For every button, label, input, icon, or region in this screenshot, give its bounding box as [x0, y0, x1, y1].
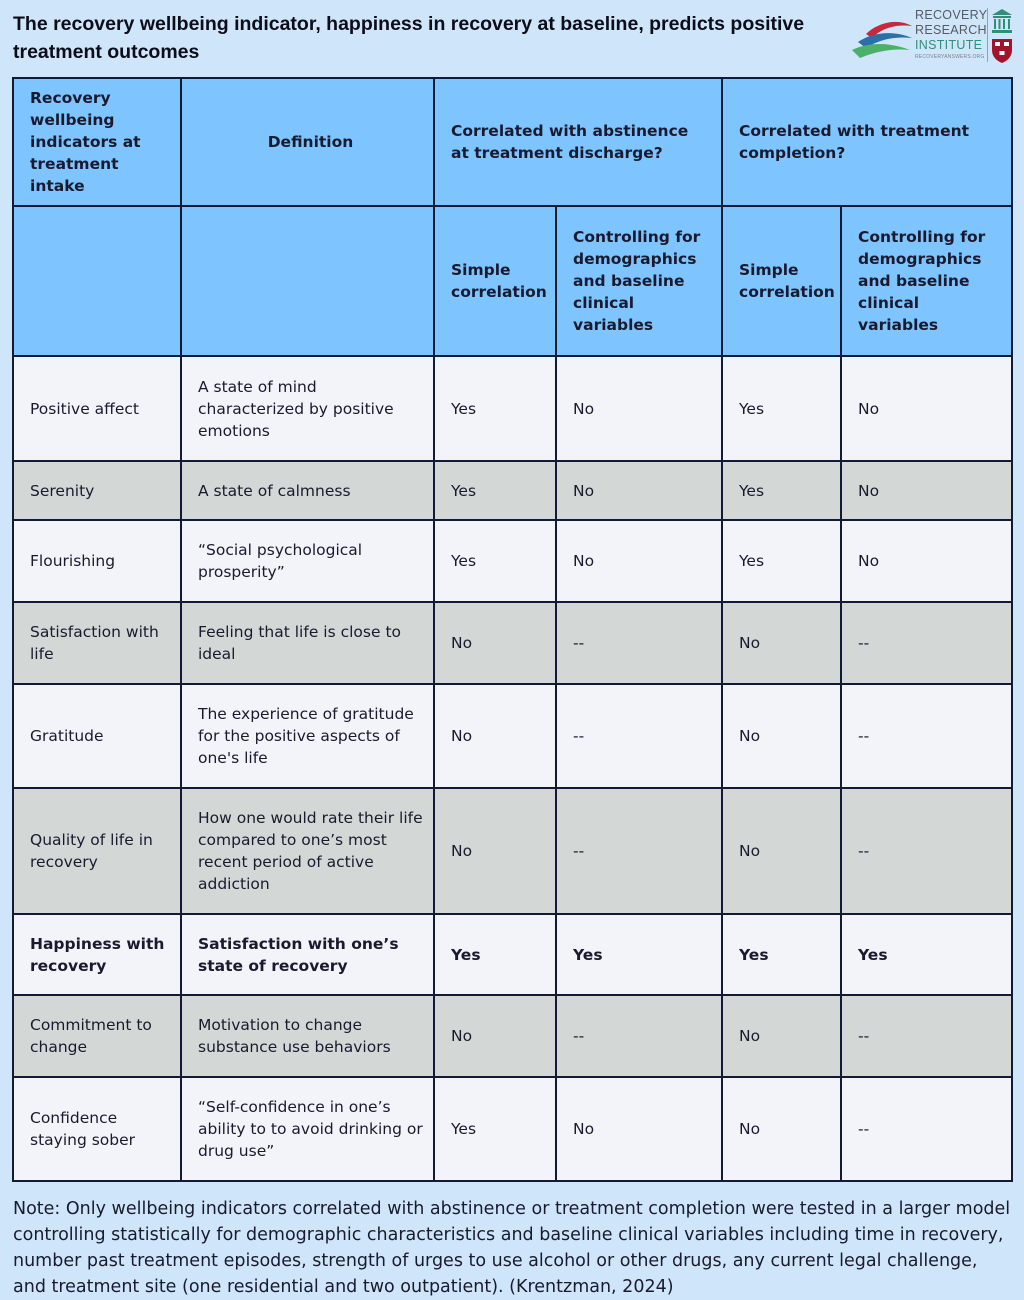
header-row-top — [13, 78, 1012, 206]
cell-indicator: Commitment to change — [13, 995, 181, 1077]
cell-definition: “Social psychological prosperity” — [181, 520, 434, 602]
cell-indicator: Gratitude — [13, 684, 181, 788]
cell-abst-ctrl: No — [556, 461, 722, 520]
table-row — [13, 995, 1012, 1077]
cell-comp-simple: No — [722, 1077, 841, 1181]
cell-comp-ctrl: -- — [841, 1077, 1012, 1181]
cell-indicator: Quality of life in recovery — [13, 788, 181, 914]
cell-indicator: Flourishing — [13, 520, 181, 602]
header-indicator: Recovery wellbeing indicators at treatment intake — [13, 78, 181, 206]
cell-abst-simple: Yes — [434, 914, 556, 995]
header-comp-simple: Simple correlation — [722, 206, 841, 356]
cell-comp-simple: No — [722, 788, 841, 914]
cell-comp-ctrl: No — [841, 461, 1012, 520]
table-row — [13, 461, 1012, 520]
wellbeing-indicators-table — [12, 77, 1013, 1182]
cell-abst-ctrl: No — [556, 356, 722, 461]
header-row-sub — [13, 206, 1012, 356]
wings-logo-icon — [850, 16, 914, 58]
recovery-research-institute-logo — [850, 6, 1016, 66]
cell-abst-simple: Yes — [434, 520, 556, 602]
cell-definition: A state of calmness — [181, 461, 434, 520]
cell-comp-ctrl: -- — [841, 788, 1012, 914]
logo-text — [915, 8, 987, 61]
logo-line-institute: INSTITUTE — [915, 38, 983, 52]
header-sub-empty-1 — [13, 206, 181, 356]
cell-abst-ctrl: -- — [556, 788, 722, 914]
cell-definition: A state of mind characterized by positive emotions — [181, 356, 434, 461]
header-abst-controlling: Controlling for demographics and baseline clinical variables — [556, 206, 722, 356]
cell-comp-simple: No — [722, 602, 841, 684]
cell-indicator: Serenity — [13, 461, 181, 520]
cell-abst-ctrl: Yes — [556, 914, 722, 995]
cell-abst-simple: Yes — [434, 1077, 556, 1181]
table-row — [13, 1077, 1012, 1181]
cell-comp-ctrl: -- — [841, 602, 1012, 684]
cell-abst-simple: No — [434, 602, 556, 684]
hospital-shield-icons — [990, 8, 1014, 64]
cell-comp-simple: No — [722, 995, 841, 1077]
footnote: Note: Only wellbeing indicators correlated with abstinence or treatment completion were tested in a larger model controlling statistically for demographic characteristics and baseline clinical variables including time in recovery, number past treatment episodes, strength of urges to use alcohol or other drugs, any current legal challenge, and treatment site (one residential and two outpatient). (Krentzman, 2024) — [13, 1199, 1011, 1297]
cell-indicator: Confidence staying sober — [13, 1077, 181, 1181]
header-completion: Correlated with treatment completion? — [722, 78, 1012, 206]
harvard-shield-icon — [992, 39, 1012, 63]
cell-comp-ctrl: -- — [841, 684, 1012, 788]
cell-abst-ctrl: No — [556, 1077, 722, 1181]
cell-comp-ctrl: -- — [841, 995, 1012, 1077]
cell-definition: Satisfaction with one’s state of recovery — [181, 914, 434, 995]
cell-abst-ctrl: -- — [556, 602, 722, 684]
cell-comp-simple: No — [722, 684, 841, 788]
table-row — [13, 602, 1012, 684]
cell-definition: “Self-confidence in one’s ability to to avoid drinking or drug use” — [181, 1077, 434, 1181]
cell-comp-simple: Yes — [722, 356, 841, 461]
logo-divider — [987, 8, 988, 62]
cell-comp-ctrl: Yes — [841, 914, 1012, 995]
logo-line-research: RESEARCH — [915, 23, 987, 37]
cell-definition: Motivation to change substance use behaviors — [181, 995, 434, 1077]
building-icon — [992, 9, 1012, 33]
table-row — [13, 788, 1012, 914]
header-definition: Definition — [181, 78, 434, 206]
header-sub-empty-2 — [181, 206, 434, 356]
header-abstinence: Correlated with abstinence at treatment discharge? — [434, 78, 722, 206]
cell-indicator: Happiness with recovery — [13, 914, 181, 995]
table-row — [13, 356, 1012, 461]
table-row-highlighted — [13, 914, 1012, 995]
cell-abst-ctrl: -- — [556, 995, 722, 1077]
logo-line-recovery: RECOVERY — [915, 8, 988, 22]
cell-abst-ctrl: -- — [556, 684, 722, 788]
cell-abst-simple: No — [434, 995, 556, 1077]
cell-definition: Feeling that life is close to ideal — [181, 602, 434, 684]
cell-comp-ctrl: No — [841, 520, 1012, 602]
header-comp-controlling: Controlling for demographics and baseline clinical variables — [841, 206, 1012, 356]
header-abst-simple: Simple correlation — [434, 206, 556, 356]
cell-comp-simple: Yes — [722, 520, 841, 602]
cell-definition: How one would rate their life compared to one’s most recent period of active addiction — [181, 788, 434, 914]
cell-abst-simple: No — [434, 788, 556, 914]
cell-abst-ctrl: No — [556, 520, 722, 602]
cell-indicator: Positive affect — [13, 356, 181, 461]
cell-comp-ctrl: No — [841, 356, 1012, 461]
table-row — [13, 684, 1012, 788]
cell-comp-simple: Yes — [722, 461, 841, 520]
table-row — [13, 520, 1012, 602]
cell-comp-simple: Yes — [722, 914, 841, 995]
cell-abst-simple: No — [434, 684, 556, 788]
page-title: The recovery wellbeing indicator, happiness in recovery at baseline, predicts positive treatment outcomes — [13, 13, 805, 63]
cell-abst-simple: Yes — [434, 356, 556, 461]
logo-line-website: RECOVERYANSWERS.ORG — [915, 54, 985, 60]
cell-definition: The experience of gratitude for the positive aspects of one's life — [181, 684, 434, 788]
cell-abst-simple: Yes — [434, 461, 556, 520]
cell-indicator: Satisfaction with life — [13, 602, 181, 684]
